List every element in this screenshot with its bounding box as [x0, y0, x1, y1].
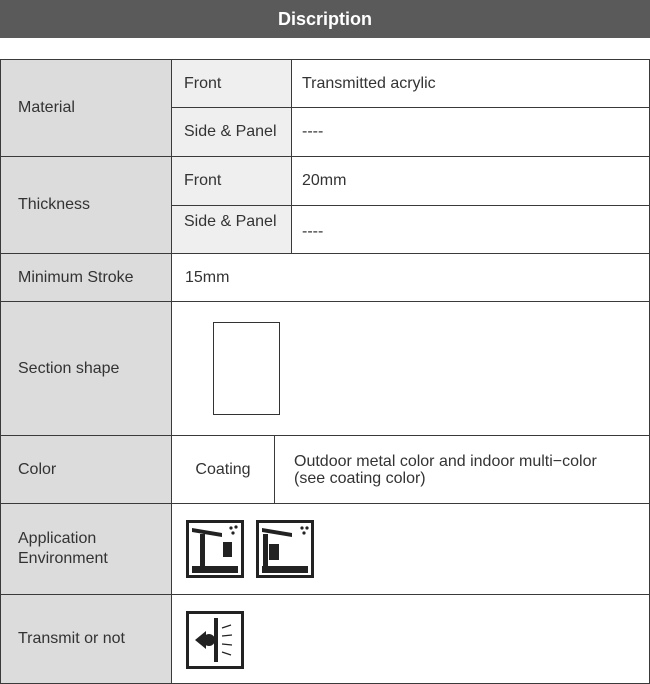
light-transmit-icon: [186, 611, 244, 669]
transmit-label-text: Transmit or not: [18, 630, 125, 647]
thickness-side-value-text: ----: [302, 223, 324, 240]
thickness-front-value: [291, 156, 650, 206]
application-value: [171, 503, 650, 595]
material-label: [0, 59, 172, 157]
material-side-label-text: Side & Panel: [184, 123, 277, 140]
thickness-side-value: [291, 205, 650, 254]
section-label: [0, 301, 172, 436]
indoor-environment-icon: [256, 520, 314, 578]
thickness-front-label: [171, 156, 292, 206]
stroke-value-text: 15mm: [185, 268, 230, 286]
material-side-value: [291, 107, 650, 157]
application-label-line1: Application: [18, 530, 97, 547]
color-value-line2: (see coating color): [294, 469, 426, 487]
thickness-label-text: Thickness: [18, 196, 91, 213]
section-value: [171, 301, 650, 436]
color-label-text: Color: [18, 460, 57, 478]
page-title: Discription: [277, 8, 372, 29]
stroke-value: [171, 253, 650, 302]
color-value: [274, 435, 650, 504]
page-header: [0, 0, 650, 38]
color-value-line1: Outdoor metal color and indoor multi−color: [294, 452, 597, 470]
transmit-label: [0, 594, 172, 684]
outdoor-environment-icon: [186, 520, 244, 578]
application-label-line2: Environment: [18, 550, 108, 567]
application-label: [0, 503, 172, 595]
material-side-value-text: ----: [302, 123, 324, 140]
material-front-value-text: Transmitted acrylic: [302, 75, 436, 92]
material-front-label-text: Front: [184, 75, 222, 92]
thickness-side-label: [171, 205, 292, 254]
material-side-label: [171, 107, 292, 157]
thickness-side-label-text: Side & Panel: [184, 213, 277, 230]
section-label-text: Section shape: [18, 359, 120, 377]
stroke-label: [0, 253, 172, 302]
section-shape-rectangle: [213, 322, 280, 415]
color-coating-label: [171, 435, 275, 504]
material-front-value: [291, 59, 650, 108]
color-label: [0, 435, 172, 504]
thickness-front-label-text: Front: [184, 172, 222, 189]
thickness-label: [0, 156, 172, 254]
color-coating-label-text: Coating: [195, 460, 251, 478]
material-label-text: Material: [18, 99, 75, 116]
material-front-label: [171, 59, 292, 108]
transmit-value: [171, 594, 650, 684]
thickness-front-value-text: 20mm: [302, 172, 347, 189]
stroke-label-text: Minimum Stroke: [18, 268, 134, 286]
